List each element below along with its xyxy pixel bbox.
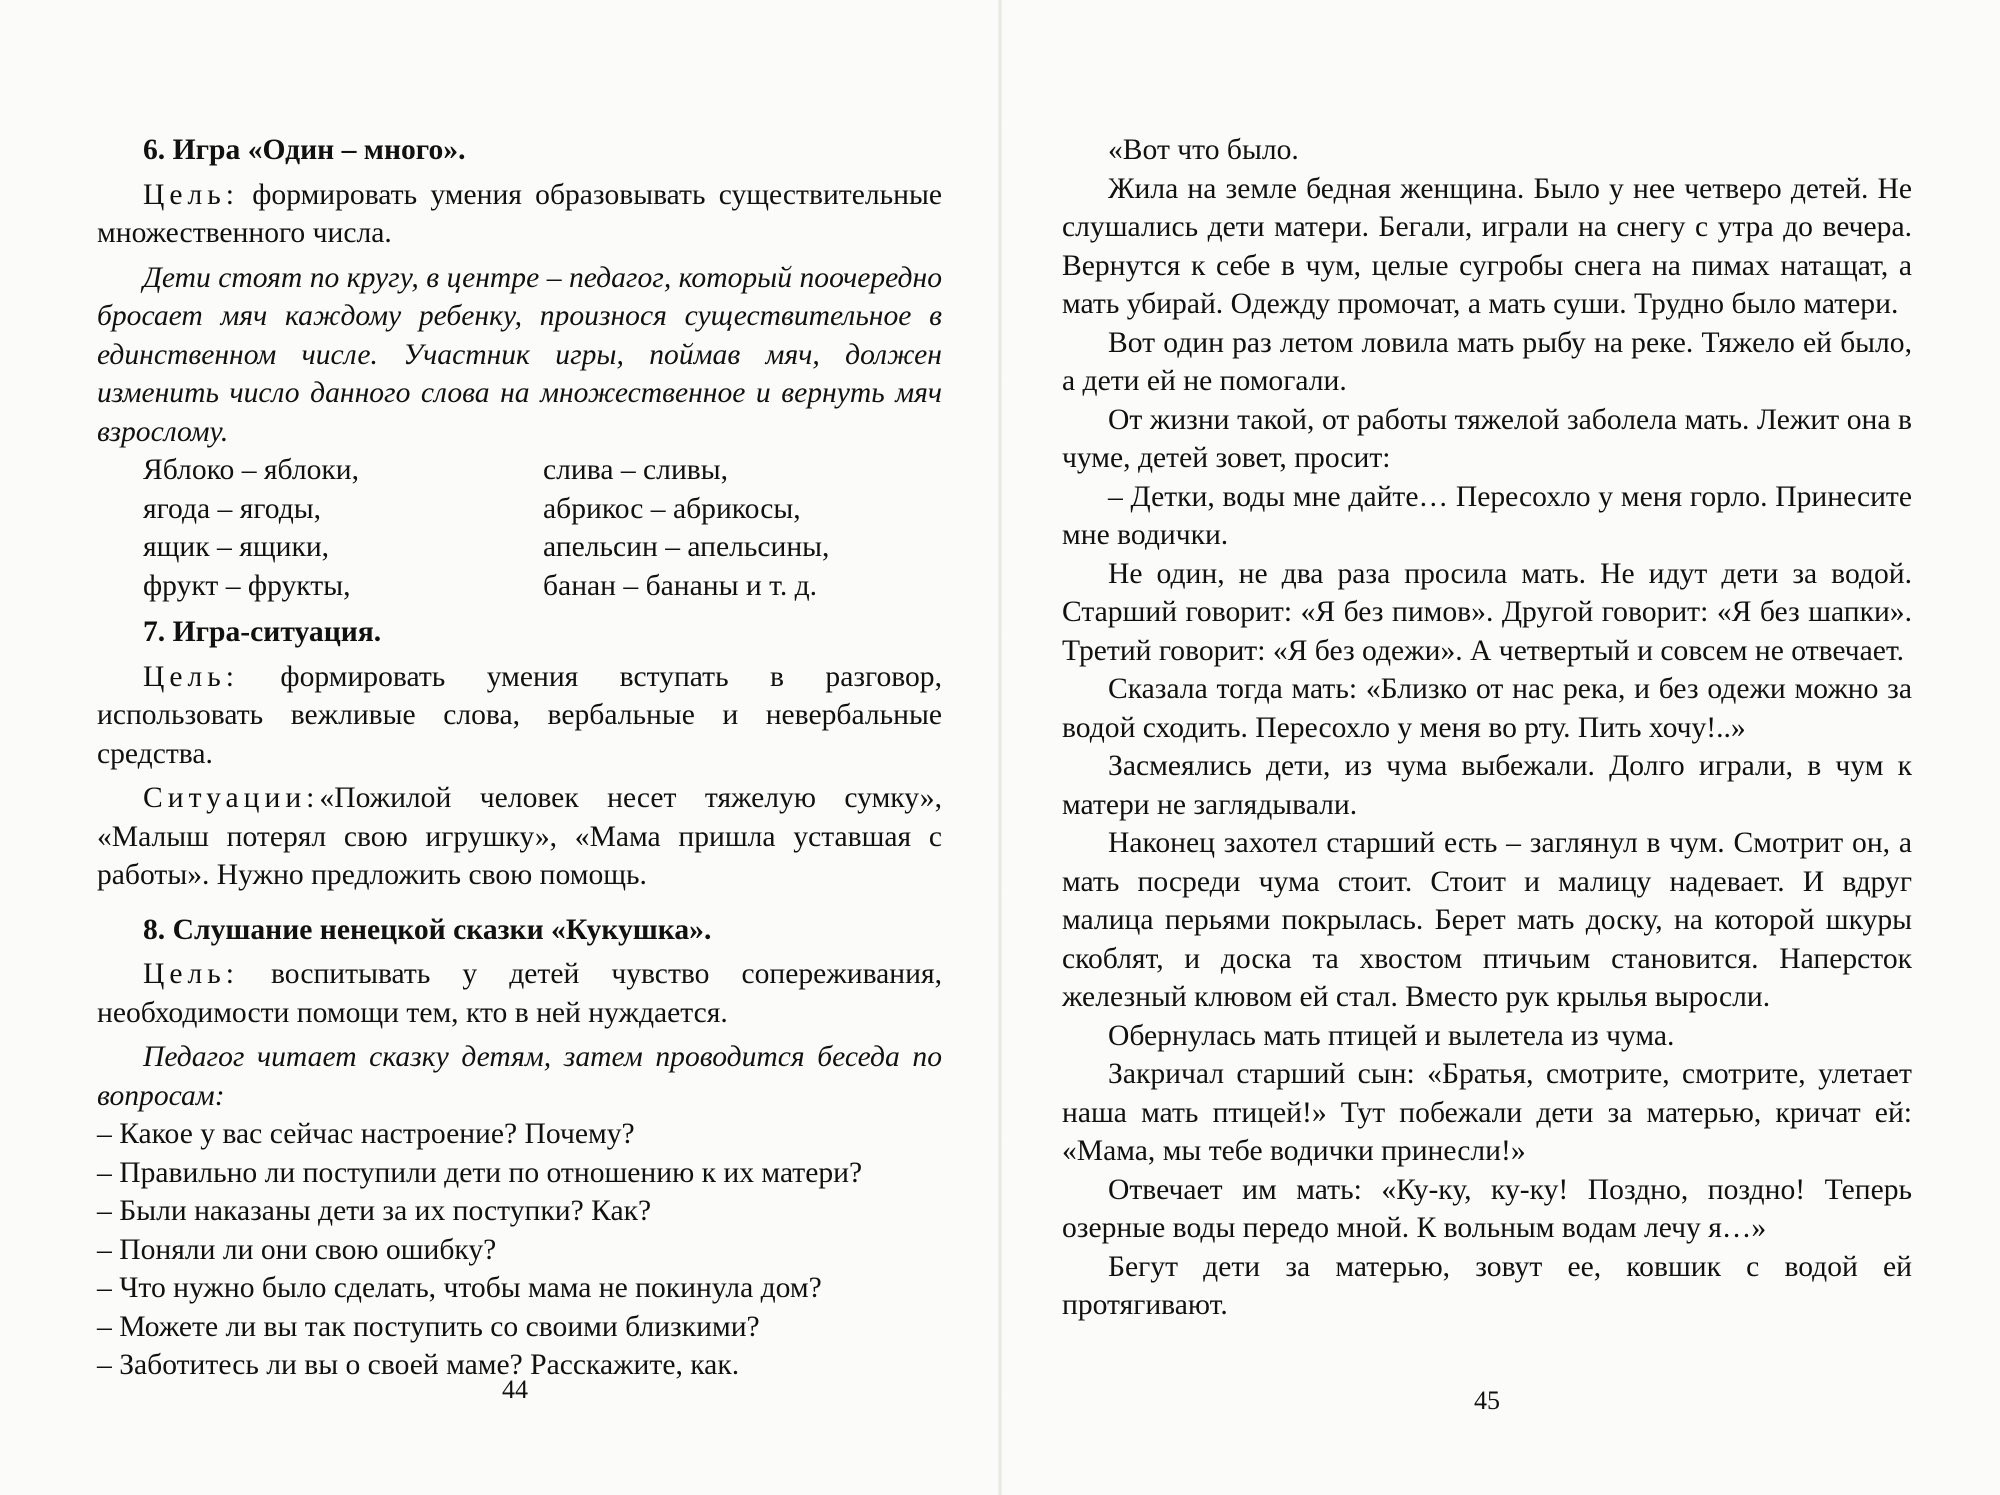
question: – Поняли ли они свою ошибку? [97,1233,497,1266]
word-pair: апельсин – апельсины, [543,531,830,563]
story-paragraph: Закричал старший сын: «Братья, смотрите, смотрите, улетает наша мать птицей!» Тут побежали дети за матерью, кричат ей: «Мама, мы тебе водички принесли!» [1062,1058,1912,1167]
question: – Заботитесь ли вы о своей маме? Расскажите, как. [97,1349,740,1381]
section-8-instruction: Педагог читает сказку детям, затем проводится беседа по вопросам: [97,1041,942,1112]
section-6-instruction: Дети стоят по кругу, в центре – педагог, который поочередно бросает мяч каждому ребенку, произнося существительное в единственном числе. Участник игры, поймав мяч, должен изменить число данного слова на множественное и вернуть мяч взрослому. [97,261,942,448]
story-paragraph: От жизни такой, от работы тяжелой заболела мать. Лежит она в чуме, детей зовет, просит: [1062,403,1912,474]
goal-label: Цель: [143,660,239,693]
story-paragraph: Наконец захотел старший есть – заглянул в чум. Смотрит он, а мать посреди чума стоит. Стоит и малицу надевает. И вдруг малица перьями покрылась. Берет мать доску, на которой шкуры скоблят, и доска та хвостом птичьим становится. Наперсток железный клювом ей стал. Вместо рук крылья выросли. [1062,827,1912,1013]
word-pair: фрукт – фрукты, [143,569,351,602]
goal-text: формировать умения образовывать существительные множественного числа. [97,178,942,249]
question: – Правильно ли поступили дети по отношению к их матери? [97,1156,863,1189]
page-number-left: 44 [502,1375,528,1404]
question: – Были наказаны дети за их поступки? Как? [97,1195,652,1227]
section-7-heading: 7. Игра-ситуация. [143,616,382,648]
question: – Какое у вас сейчас настроение? Почему? [97,1118,635,1150]
story-paragraph: Жила на земле бедная женщина. Было у нее четверо детей. Не слушались дети матери. Бегали, играли на снегу с утра до вечера. Вернутся к себе в чум, целые сугробы снега на пимах натащат, а мать убирай. Одежду промочат, а мать суши. Трудно было матери. [1062,172,1912,320]
word-pair: ягода – ягоды, [143,492,322,525]
left-page-text [97,131,942,1385]
section-7-situations [97,779,942,895]
goal-text: воспитывать у детей чувство сопереживания, необходимости помощи тем, кто в ней нуждается. [97,958,942,1029]
situations-text: «Пожилой человек несет тяжелую сумку», «Малыш потерял свою игрушку», «Мама пришла уставшая с работы». Нужно предложить свою помощь. [97,782,942,891]
word-pair: Яблоко – яблоки, [143,454,359,486]
right-page-text [1062,131,1912,1325]
section-6-heading: 6. Игра «Один – много». [143,134,466,166]
right-page [1000,0,2000,1495]
story-paragraph: – Детки, воды мне дайте… Пересохло у меня горло. Принесите мне водички. [1062,480,1912,551]
word-pair: ящик – ящики, [143,531,330,563]
story-paragraph: Не один, не два раза просила мать. Не идут дети за водой. Старший говорит: «Я без пимов». Другой говорит: «Я без шапки». Третий говорит: «Я без одежи». А четвертый и совсем не отвечает. [1062,557,1912,667]
goal-text: формировать умения вступать в разговор, использовать вежливые слова, вербальные и невербальные средства. [97,660,942,770]
goal-label: Цель: [143,178,239,211]
word-pair: банан – бананы и т. д. [543,569,818,602]
story-paragraph: Бегут дети за матерью, зовут ее, ковшик с водой ей протягивают. [1062,1250,1912,1321]
story-paragraph: «Вот что было. [1108,134,1299,166]
question: – Можете ли вы так поступить со своими близкими? [97,1310,760,1343]
section-6-goal [97,176,942,253]
question: – Что нужно было сделать, чтобы мама не покинула дом? [97,1272,822,1304]
story-paragraph: Обернулась мать птицей и вылетела из чума. [1108,1019,1675,1052]
word-pairs [97,451,942,605]
goal-label: Цель: [143,958,239,990]
word-pair: абрикос – абрикосы, [543,492,801,525]
section-8-heading: 8. Слушание ненецкой сказки «Кукушка». [143,913,712,946]
story-paragraph: Отвечает им мать: «Ку-ку, ку-ку! Поздно, поздно! Теперь озерные воды передо мной. К вольным водам лечу я…» [1062,1173,1912,1244]
page-number-right: 45 [1474,1386,1500,1415]
situations-label: Ситуации: [143,782,320,814]
story-paragraph: Сказала тогда мать: «Близко от нас река, и без одежи можно за водой сходить. Пересохло у меня во рту. Пить хочу!..» [1062,673,1912,744]
word-pair: слива – сливы, [543,454,729,486]
section-7-goal [97,658,942,774]
story-paragraph: Вот один раз летом ловила мать рыбу на реке. Тяжело ей было, а дети ей не помогали. [1062,326,1912,397]
story-paragraph: Засмеялись дети, из чума выбежали. Долго играли, в чум к матери не заглядывали. [1062,750,1912,821]
section-8-goal [97,955,942,1032]
